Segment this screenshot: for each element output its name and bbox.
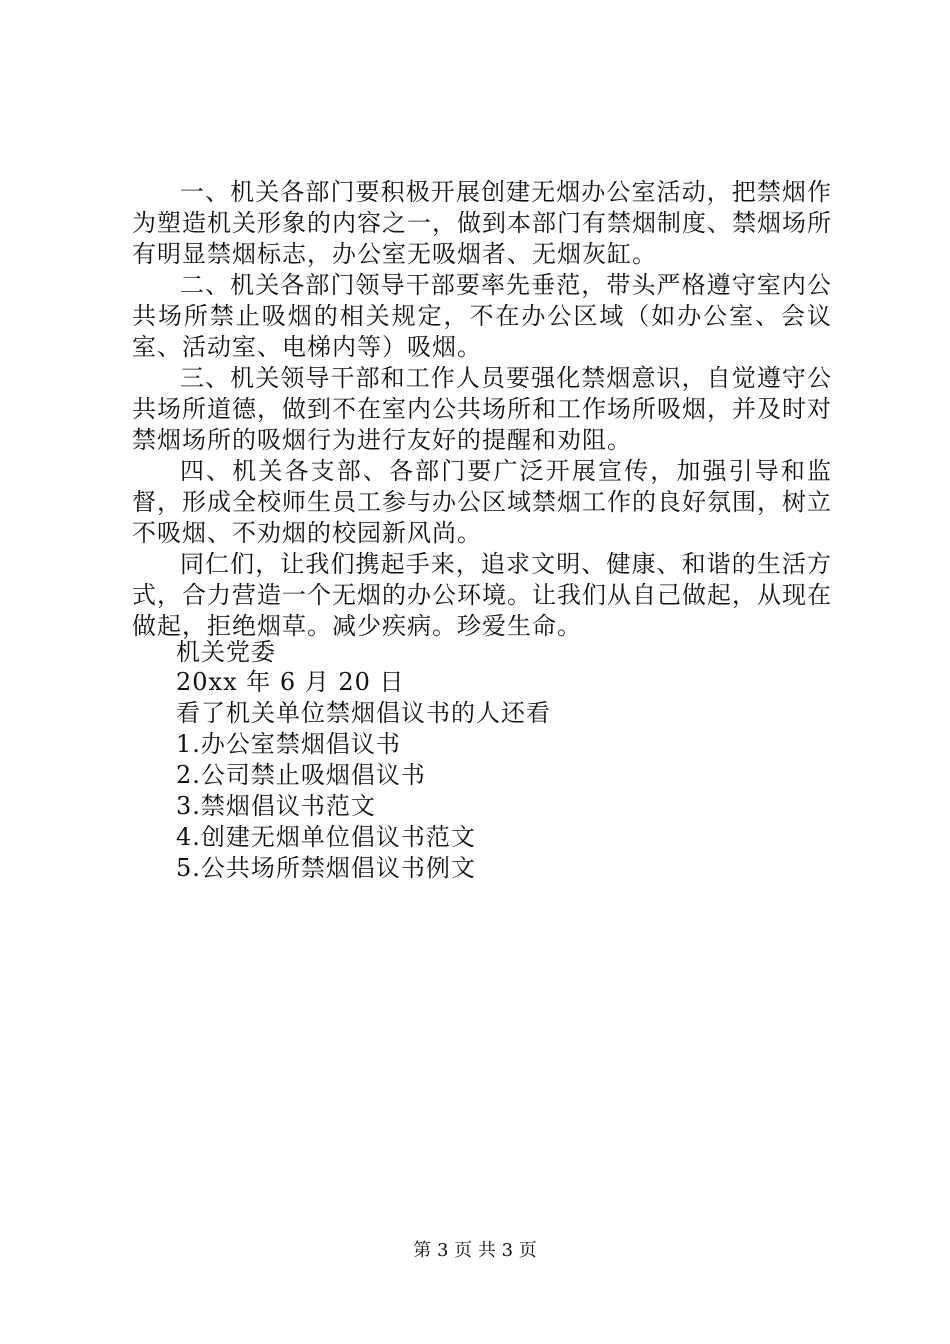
also-read-link[interactable]: 1.办公室禁烟倡议书 (176, 730, 401, 758)
paragraph-text: 三、机关领导干部和工作人员要强化禁烟意识，自觉遵守公共场所道德，做到不在室内公共场所和工作场所吸烟，并及时对禁烟场所的吸烟行为进行友好的提醒和劝阻。 (132, 364, 832, 454)
also-read-link[interactable]: 4.创建无烟单位倡议书范文 (176, 823, 476, 851)
also-read-link[interactable]: 5.公共场所禁烟倡议书例文 (176, 854, 476, 882)
paragraph-3 (132, 363, 832, 456)
paragraph-text: 同仁们，让我们携起手来，追求文明、健康、和谐的生活方式，合力营造一个无烟的办公环境。让我们从自己做起，从现在做起，拒绝烟草。减少疾病。珍爱生命。 (132, 550, 832, 640)
page-footer: 第 3 页 共 3 页 (413, 1240, 537, 1261)
paragraph-1 (132, 177, 832, 270)
paragraph-4 (132, 456, 832, 549)
paragraph-text: 四、机关各支部、各部门要广泛开展宣传，加强引导和监督，形成全校师生员工参与办公区域禁烟工作的良好氛围，树立不吸烟、不劝烟的校园新风尚。 (132, 457, 832, 547)
date: 20xx 年 6 月 20 日 (176, 668, 405, 696)
paragraph-5 (132, 549, 832, 642)
paragraph-text: 二、机关各部门领导干部要率先垂范，带头严格遵守室内公共场所禁止吸烟的相关规定，不在办公区域（如办公室、会议室、活动室、电梯内等）吸烟。 (132, 271, 832, 361)
also-read-title: 看了机关单位禁烟倡议书的人还看 (176, 699, 551, 727)
paragraph-2 (132, 270, 832, 363)
paragraph-text: 一、机关各部门要积极开展创建无烟办公室活动，把禁烟作为塑造机关形象的内容之一，做到本部门有禁烟制度、禁烟场所有明显禁烟标志，办公室无吸烟者、无烟灰缸。 (132, 178, 832, 268)
also-read-link[interactable]: 3.禁烟倡议书范文 (176, 792, 376, 820)
also-read-link[interactable]: 2.公司禁止吸烟倡议书 (176, 761, 426, 789)
signature: 机关党委 (176, 638, 276, 666)
